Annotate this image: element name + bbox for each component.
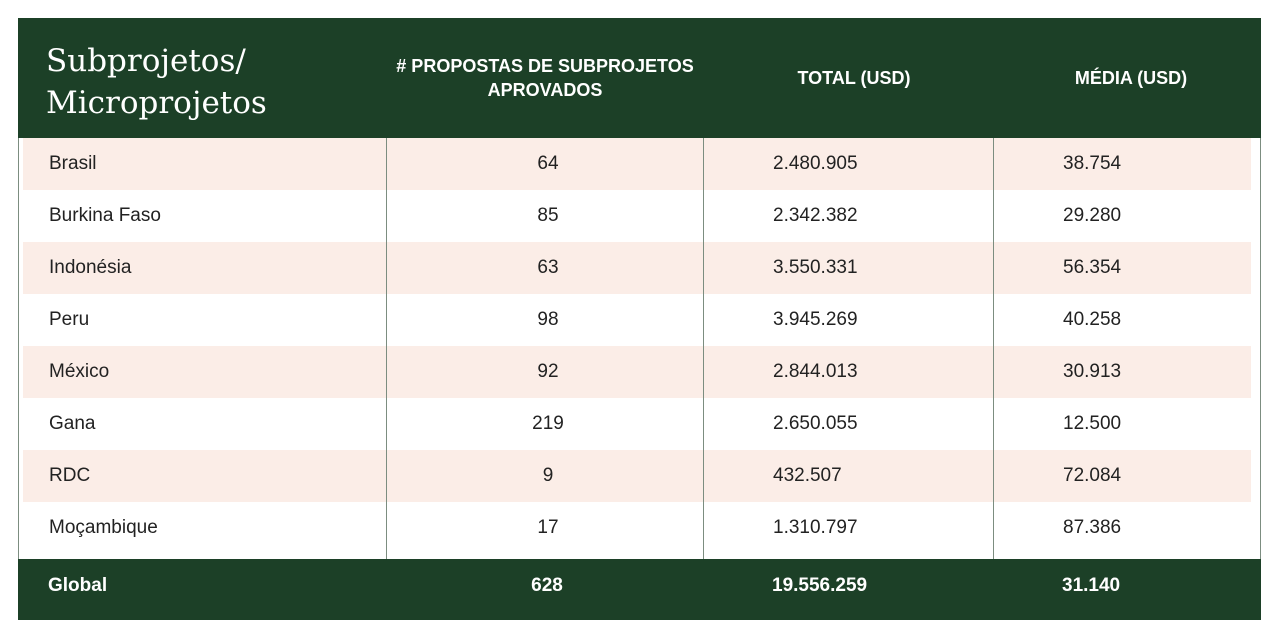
- column-divider: [993, 138, 994, 559]
- cell-proposals: 98: [537, 309, 559, 330]
- column-header-total-label: TOTAL (USD): [797, 68, 911, 88]
- cell-total: 2.844.013: [773, 361, 858, 382]
- cell-country: Indonésia: [49, 257, 132, 278]
- table-row: [23, 398, 1251, 450]
- table-row: [23, 242, 1251, 294]
- column-divider: [703, 138, 704, 559]
- column-header-total: [704, 18, 1004, 138]
- table-header: [18, 18, 1261, 138]
- cell-average: 30.913: [1063, 361, 1122, 382]
- cell-total: 432.507: [773, 465, 842, 486]
- column-header-average: [993, 18, 1269, 138]
- cell-country: RDC: [49, 465, 91, 486]
- cell-country: Brasil: [49, 153, 97, 174]
- cell-total: 2.480.905: [773, 153, 858, 174]
- cell-total: 1.310.797: [773, 517, 858, 538]
- table-row: [23, 294, 1251, 346]
- cell-proposals: 63: [537, 257, 559, 278]
- cell-proposals: 219: [532, 413, 564, 434]
- cell-average: 72.084: [1063, 465, 1122, 486]
- footer-proposals: 628: [531, 575, 563, 596]
- column-header-proposals-line-1: # PROPOSTAS DE SUBPROJETOS: [396, 56, 694, 76]
- table-row: [23, 346, 1251, 398]
- cell-proposals: 92: [537, 361, 559, 382]
- table-row: [23, 450, 1251, 502]
- table-footer: [18, 559, 1261, 620]
- cell-country: México: [49, 361, 110, 382]
- cell-average: 29.280: [1063, 205, 1122, 226]
- footer-average: 31.140: [1062, 575, 1121, 596]
- table-title: [46, 40, 346, 124]
- cell-average: 38.754: [1063, 153, 1122, 174]
- cell-average: 12.500: [1063, 413, 1122, 434]
- cell-proposals: 64: [537, 153, 559, 174]
- cell-total: 3.550.331: [773, 257, 858, 278]
- cell-proposals: 85: [537, 205, 559, 226]
- column-header-proposals: [387, 18, 703, 138]
- column-divider: [386, 138, 387, 559]
- cell-proposals: 9: [542, 465, 554, 486]
- cell-total: 3.945.269: [773, 309, 858, 330]
- table-row: [23, 138, 1251, 190]
- cell-proposals: 17: [537, 517, 559, 538]
- cell-country: Gana: [49, 413, 96, 434]
- column-header-proposals-line-2: APROVADOS: [487, 80, 603, 100]
- subprojects-table: [18, 18, 1261, 620]
- cell-average: 87.386: [1063, 517, 1122, 538]
- cell-country: Moçambique: [49, 517, 158, 538]
- cell-average: 40.258: [1063, 309, 1122, 330]
- title-line-2: Microprojetos: [46, 85, 267, 121]
- column-header-average-label: MÉDIA (USD): [1074, 68, 1188, 88]
- cell-total: 2.650.055: [773, 413, 858, 434]
- footer-label: Global: [48, 575, 108, 596]
- table-body: [18, 138, 1261, 559]
- table-row: [23, 502, 1251, 554]
- title-line-1: Subprojetos/: [46, 43, 246, 79]
- table-row: [23, 190, 1251, 242]
- cell-average: 56.354: [1063, 257, 1122, 278]
- footer-total: 19.556.259: [772, 575, 868, 596]
- cell-country: Peru: [49, 309, 90, 330]
- cell-total: 2.342.382: [773, 205, 858, 226]
- cell-country: Burkina Faso: [49, 205, 161, 226]
